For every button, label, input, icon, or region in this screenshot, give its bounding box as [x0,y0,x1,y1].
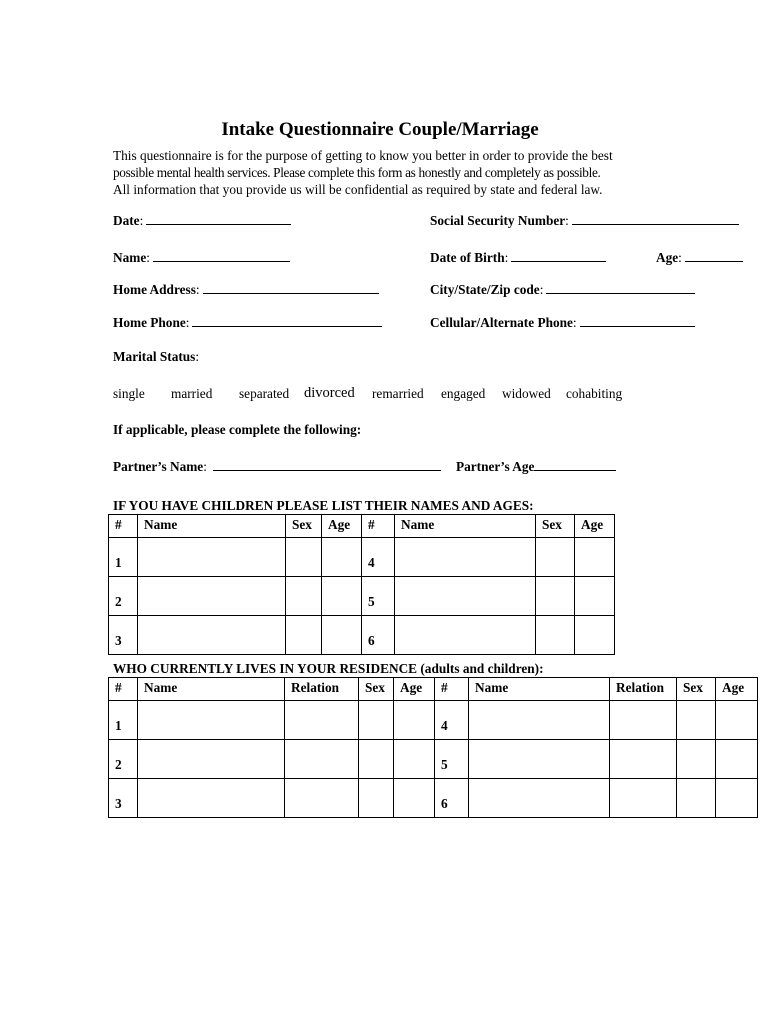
col-header: Sex [677,678,716,701]
intro-line: This questionnaire is for the purpose of getting to know you better in order to provide the best [113,148,613,163]
relation-cell[interactable] [285,740,359,779]
row-number: 5 [362,577,395,616]
name-cell[interactable] [138,616,286,655]
col-header: Name [395,515,536,538]
children-table [108,514,615,655]
partner-age-field [456,459,616,475]
age-cell[interactable] [322,538,362,577]
option-remarried[interactable]: remarried [372,386,424,401]
relation-cell[interactable] [285,701,359,740]
age-cell[interactable] [575,616,615,655]
home-phone-field: Home Phone: [113,315,382,331]
home-phone-blank[interactable] [192,315,382,327]
name-cell[interactable] [138,577,286,616]
table-row [109,740,758,779]
relation-cell[interactable] [610,740,677,779]
table-row [109,538,615,577]
name-cell[interactable] [395,616,536,655]
ssn-label: Social Security Number [430,213,566,228]
intro-line: possible mental health services. Please complete this form as honestly and completely as possible. [113,165,601,180]
if-applicable-note: If applicable, please complete the following: [113,422,362,437]
sex-cell[interactable] [536,577,575,616]
option-married[interactable]: married [171,386,213,401]
city-state-zip-field: City/State/Zip code: [430,282,695,298]
col-header: Sex [286,515,322,538]
row-number: 2 [109,740,138,779]
partner-age-label: Partner’s Age [456,459,535,474]
row-number: 1 [109,538,138,577]
marital-options [0,386,770,406]
age-cell[interactable] [394,740,435,779]
row-number: 2 [109,577,138,616]
row-number: 4 [362,538,395,577]
name-cell[interactable] [469,740,610,779]
residence-heading: WHO CURRENTLY LIVES IN YOUR RESIDENCE (adults and children): [113,661,544,676]
age-cell[interactable] [322,577,362,616]
relation-cell[interactable] [610,779,677,818]
name-cell[interactable] [469,779,610,818]
option-cohabiting[interactable]: cohabiting [566,386,623,401]
col-header: Name [138,678,285,701]
row-number: 6 [435,779,469,818]
age-cell[interactable] [575,538,615,577]
home-address-label: Home Address [113,282,196,297]
option-divorced[interactable]: divorced [304,385,355,401]
age-cell[interactable] [394,701,435,740]
relation-cell[interactable] [610,701,677,740]
sex-cell[interactable] [286,577,322,616]
col-header: Relation [610,678,677,701]
age-label: Age [656,250,679,265]
table-row [109,779,758,818]
name-blank[interactable] [153,250,290,262]
form-title: Intake Questionnaire Couple/Marriage [221,119,539,140]
option-engaged[interactable]: engaged [441,386,486,401]
children-header-row [109,515,615,538]
row-number: 3 [109,779,138,818]
col-header: Age [322,515,362,538]
row-number: 1 [109,701,138,740]
name-cell[interactable] [138,779,285,818]
col-header: Sex [359,678,394,701]
age-field: Age: [656,250,743,266]
name-cell[interactable] [138,701,285,740]
dob-field: Date of Birth: [430,250,606,266]
sex-cell[interactable] [536,616,575,655]
col-header: Relation [285,678,359,701]
name-cell[interactable] [395,577,536,616]
dob-label: Date of Birth [430,250,505,265]
row-number: 3 [109,616,138,655]
city-state-zip-label: City/State/Zip code [430,282,540,297]
sex-cell[interactable] [359,779,394,818]
sex-cell[interactable] [286,538,322,577]
intro-paragraph [113,147,673,198]
name-field: Name: [113,250,290,266]
age-cell[interactable] [575,577,615,616]
age-cell[interactable] [394,779,435,818]
name-cell[interactable] [138,740,285,779]
name-label: Name [113,250,147,265]
name-cell[interactable] [469,701,610,740]
intro-line: All information that you provide us will be confidential as required by state and federal law. [113,182,603,197]
col-header: # [109,515,138,538]
name-cell[interactable] [395,538,536,577]
sex-cell[interactable] [359,701,394,740]
table-row [109,701,758,740]
marital-status-label: Marital Status: [113,349,200,364]
partner-name-field: Partner’s Name: [113,459,441,475]
partner-name-blank[interactable] [213,459,441,471]
col-header: # [109,678,138,701]
sex-cell[interactable] [536,538,575,577]
age-cell[interactable] [716,740,758,779]
date-label: Date [113,213,140,228]
sex-cell[interactable] [286,616,322,655]
partner-age-blank[interactable] [534,459,616,471]
name-cell[interactable] [138,538,286,577]
home-address-blank[interactable] [203,282,379,294]
cell-phone-field: Cellular/Alternate Phone: [430,315,695,331]
age-cell[interactable] [716,779,758,818]
home-phone-label: Home Phone [113,315,186,330]
children-heading: IF YOU HAVE CHILDREN PLEASE LIST THEIR NAMES AND AGES: [113,498,534,513]
row-number: 4 [435,701,469,740]
city-state-zip-blank[interactable] [546,282,695,294]
partner-name-label: Partner’s Name [113,459,204,474]
date-field: Date: [113,213,291,229]
row-number: 5 [435,740,469,779]
col-header: Age [716,678,758,701]
col-header: Age [575,515,615,538]
residence-table [108,677,758,818]
col-header: Age [394,678,435,701]
option-separated[interactable]: separated [239,386,290,401]
col-header: Name [469,678,610,701]
cell-phone-label: Cellular/Alternate Phone [430,315,573,330]
ssn-blank[interactable] [572,213,739,225]
sex-cell[interactable] [677,740,716,779]
row-number: 6 [362,616,395,655]
ssn-field: Social Security Number: [430,213,739,229]
col-header: Sex [536,515,575,538]
home-address-field: Home Address: [113,282,379,298]
age-cell[interactable] [322,616,362,655]
option-widowed[interactable]: widowed [502,386,551,401]
age-blank[interactable] [685,250,743,262]
option-single[interactable]: single [113,386,145,401]
table-row [109,616,615,655]
dob-blank[interactable] [511,250,606,262]
table-row [109,577,615,616]
date-blank[interactable] [146,213,291,225]
sex-cell[interactable] [677,701,716,740]
cell-phone-blank[interactable] [580,315,695,327]
col-header: # [435,678,469,701]
residence-header-row [109,678,758,701]
sex-cell[interactable] [677,779,716,818]
age-cell[interactable] [716,701,758,740]
relation-cell[interactable] [285,779,359,818]
sex-cell[interactable] [359,740,394,779]
col-header: # [362,515,395,538]
col-header: Name [138,515,286,538]
